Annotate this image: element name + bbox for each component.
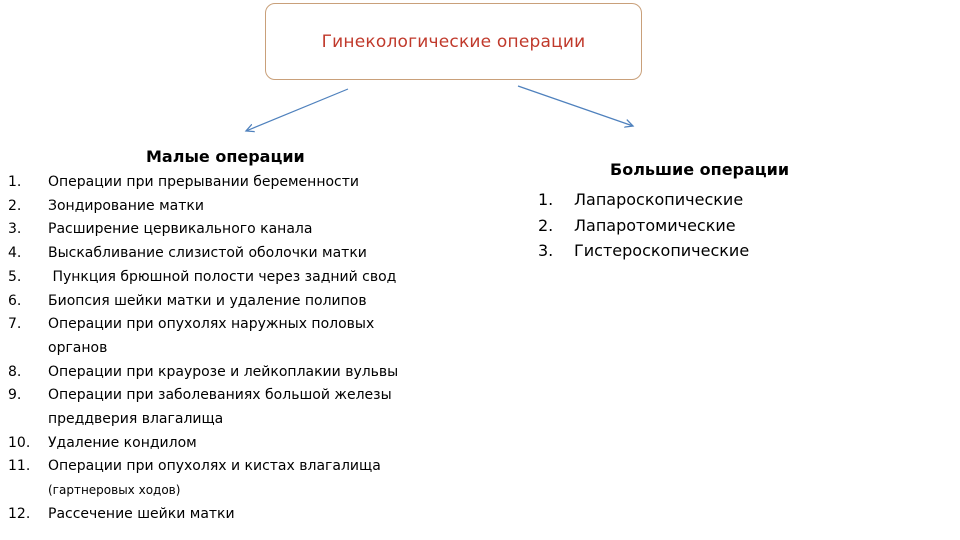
item-text: Операции при заболеваниях большой железы преддверия влагалища [48,387,392,428]
item-number: 11. [8,458,31,475]
item-text: Удаление кондилом [48,434,197,451]
list-item [8,361,468,385]
major-operations-title: Большие операции [610,160,790,179]
item-text: Лапароскопические [574,190,744,209]
list-item [8,195,468,219]
item-text: Операции при краурозе и лейкоплакии вульвы [48,363,399,380]
list-item [538,187,838,213]
item-note: (гартнеровых ходов) [48,483,181,498]
arrow-to-minor [246,89,348,131]
list-item [8,242,468,266]
item-number: 6. [8,292,22,309]
list-item [8,313,408,360]
item-number: 12. [8,505,31,522]
root-node [265,3,642,80]
list-item [538,238,838,264]
minor-operations-title: Малые операции [146,147,305,166]
item-text: Рассечение шейки матки [48,505,235,522]
list-item [8,432,468,456]
item-number: 2. [538,215,554,235]
item-text: Операции при опухолях наружных половых органов [48,316,375,356]
item-number: 3. [8,221,22,238]
item-text: Пункция брюшной полости через задний свод [48,268,397,285]
list-item [8,503,468,527]
list-item [538,213,838,239]
minor-operations-list [8,171,468,527]
list-item [8,384,408,431]
item-number: 2. [8,197,22,214]
item-number: 9. [8,387,22,404]
item-text: Операции при прерывании беременности [48,174,359,190]
list-item [8,266,468,290]
arrow-to-major [518,86,633,126]
item-text: Гистероскопические [574,241,750,260]
list-item [8,171,468,195]
root-title: Гинекологические операции [321,31,586,52]
item-text: Биопсия шейки матки и удаление полипов [48,292,367,309]
major-operations-list [538,187,838,264]
item-text: Операции при опухолях и кистах влагалища [48,458,381,475]
list-item [8,218,468,242]
list-item [8,290,468,314]
item-number: 8. [8,363,22,380]
list-item [8,455,468,502]
item-number: 10. [8,434,31,451]
item-number: 1. [538,190,554,209]
item-text: Зондирование матки [48,197,204,214]
item-text: Лапаротомические [574,215,736,235]
item-number: 1. [8,174,22,190]
item-text: Расширение цервикального канала [48,221,313,238]
item-number: 5. [8,268,22,285]
item-number: 4. [8,245,22,262]
item-text: Выскабливание слизистой оболочки матки [48,245,367,262]
item-number: 3. [538,241,554,260]
item-number: 7. [8,316,22,333]
